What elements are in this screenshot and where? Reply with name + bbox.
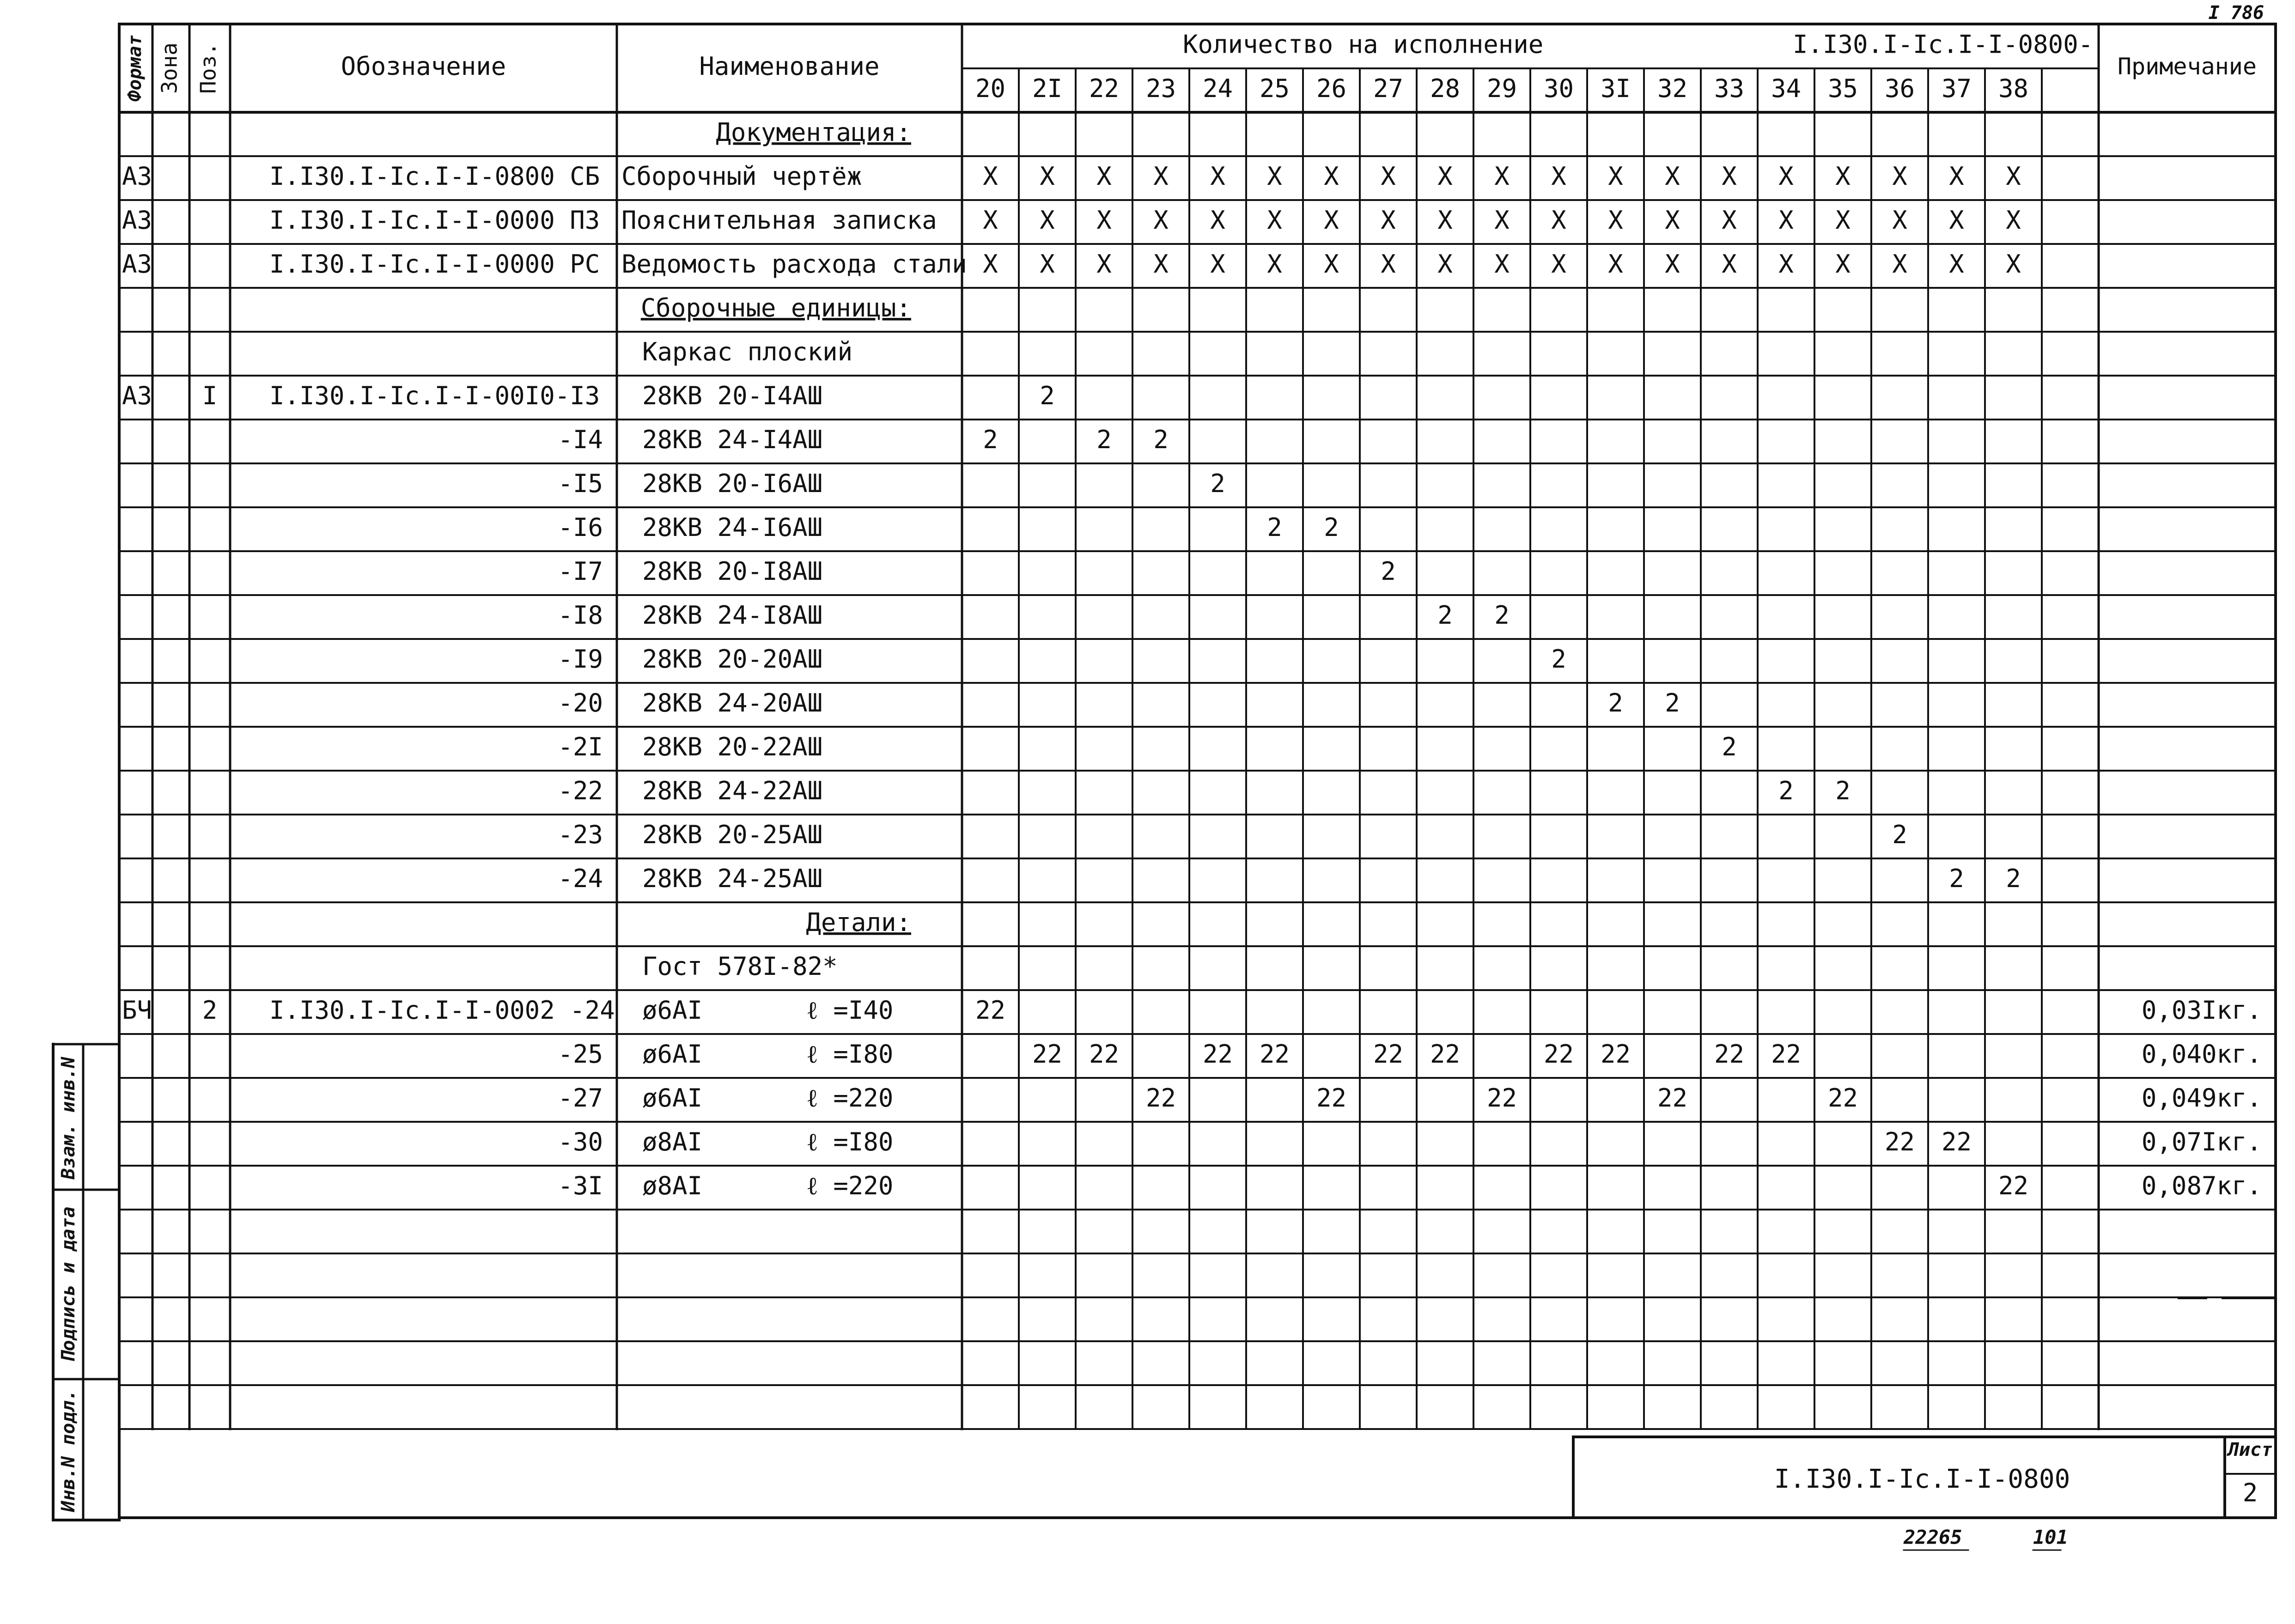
row-length: ℓ =220 (806, 1171, 894, 1201)
variant-number: 22 (1089, 74, 1120, 103)
row-name: 28КВ 24-25АШ (642, 864, 823, 894)
quantity-value: X (1722, 162, 1737, 191)
stamp-inv-orig: Инв.N подл. (58, 1389, 79, 1512)
quantity-value: 22 (975, 996, 1006, 1025)
quantity-value: X (1437, 249, 1453, 279)
quantity-value: X (1778, 162, 1794, 191)
quantity-value: 2 (1835, 776, 1851, 806)
row-name: 28КВ 24-22АШ (642, 776, 823, 806)
row-designation: -20 (558, 688, 603, 718)
footer-code: 22265 (1904, 1526, 1962, 1549)
row-format: А3 (122, 249, 152, 279)
quantity-value: 22 (1884, 1127, 1915, 1157)
row-name: 28КВ 24-I4АШ (642, 425, 823, 455)
quantity-value: X (1040, 162, 1055, 191)
quantity-value: X (1722, 206, 1737, 235)
quantity-value: 22 (1430, 1040, 1461, 1069)
header-note: Примечание (2117, 53, 2257, 80)
quantity-value: X (1096, 249, 1112, 279)
variant-number: 38 (1998, 74, 2029, 103)
row-name: Пояснительная записка (621, 206, 937, 235)
row-note: 0,049кг. (2141, 1083, 2262, 1113)
quantity-value: 22 (1941, 1127, 1972, 1157)
quantity-value: X (1665, 249, 1680, 279)
row-note: 0,03Iкг. (2141, 996, 2262, 1025)
quantity-value: X (1949, 249, 1964, 279)
row-designation: -27 (558, 1083, 603, 1113)
quantity-value: X (1267, 162, 1282, 191)
stamp-replaces-inv: Взам. инв.N (58, 1057, 79, 1180)
row-name: 28КВ 20-20АШ (642, 645, 823, 674)
variant-number: 24 (1202, 74, 1233, 103)
row-length: ℓ =I80 (806, 1127, 894, 1157)
variant-number: 3I (1600, 74, 1631, 103)
quantity-value: X (1381, 249, 1396, 279)
row-note: 0,07Iкг. (2141, 1127, 2262, 1157)
header-designation: Обозначение (341, 52, 506, 81)
quantity-value: X (1040, 206, 1055, 235)
row-note: 0,087кг. (2141, 1171, 2262, 1201)
row-name: Сборочный чертёж (621, 162, 862, 191)
variant-number: 23 (1145, 74, 1176, 103)
row-name: ø6АI (642, 1083, 703, 1113)
quantity-value: 22 (1771, 1040, 1802, 1069)
row-designation: -I8 (558, 601, 603, 630)
row-designation: -I5 (558, 469, 603, 499)
title-doc-number: I.I30.I-Ic.I-I-0800 (1774, 1464, 2070, 1495)
row-designation: -23 (558, 820, 603, 850)
row-name: 28КВ 24-I6АШ (642, 513, 823, 542)
footer-page: 101 (2033, 1526, 2068, 1549)
header-quantity-title: Количество на исполнение (1183, 30, 1544, 59)
quantity-value: X (1096, 162, 1112, 191)
quantity-value: 2 (1665, 688, 1680, 718)
quantity-value: X (1040, 249, 1055, 279)
row-name: 28КВ 20-I8АШ (642, 557, 823, 586)
row-designation: -I9 (558, 645, 603, 674)
quantity-value: 2 (1040, 381, 1055, 411)
variant-number: 29 (1486, 74, 1517, 103)
row-designation: -2I (558, 732, 603, 762)
header-format: Формат (124, 35, 146, 102)
variant-number: 27 (1373, 74, 1404, 103)
header-zone: Зона (157, 43, 182, 94)
quantity-value: 2 (1949, 864, 1964, 894)
quantity-value: X (2006, 162, 2021, 191)
row-name: 28КВ 20-I6АШ (642, 469, 823, 499)
title-sheet-number: 2 (2242, 1478, 2258, 1508)
quantity-value: 22 (1486, 1083, 1517, 1113)
row-name: 28КВ 24-I8АШ (642, 601, 823, 630)
quantity-value: 22 (1373, 1040, 1404, 1069)
variant-number: 20 (975, 74, 1006, 103)
quantity-value: X (2006, 249, 2021, 279)
corner-mark: I 786 (2208, 2, 2264, 24)
quantity-value: 2 (1267, 513, 1282, 542)
quantity-value: 22 (1998, 1171, 2029, 1201)
variant-number: 37 (1941, 74, 1972, 103)
quantity-value: X (2006, 206, 2021, 235)
quantity-value: X (1210, 249, 1225, 279)
quantity-value: X (983, 206, 998, 235)
variant-number: 25 (1259, 74, 1290, 103)
quantity-value: X (1267, 206, 1282, 235)
quantity-value: X (1778, 206, 1794, 235)
quantity-value: X (1949, 162, 1964, 191)
variant-number: 30 (1543, 74, 1574, 103)
variant-number: 36 (1884, 74, 1915, 103)
variant-number: 2I (1032, 74, 1063, 103)
quantity-value: X (1835, 206, 1851, 235)
quantity-value: 22 (1827, 1083, 1858, 1113)
header-doc-prefix: I.I30.I-Ic.I-I-0800- (1793, 30, 2094, 59)
quantity-value: X (1892, 206, 1907, 235)
row-name: Каркас плоский (642, 337, 853, 367)
section-title: Сборочные единицы: (640, 293, 911, 323)
quantity-value: 22 (1202, 1040, 1233, 1069)
row-name: ø6АI (642, 996, 703, 1025)
quantity-value: X (1551, 206, 1566, 235)
quantity-value: X (1608, 206, 1623, 235)
quantity-value: 2 (1494, 601, 1510, 630)
variant-number: 33 (1714, 74, 1745, 103)
title-sheet-label: Лист (2228, 1439, 2273, 1460)
variant-number: 32 (1657, 74, 1688, 103)
quantity-value: X (1267, 249, 1282, 279)
variant-number: 28 (1430, 74, 1461, 103)
quantity-value: X (1494, 162, 1510, 191)
quantity-value: X (1153, 206, 1169, 235)
row-designation: -I4 (558, 425, 603, 455)
variant-number: 26 (1316, 74, 1347, 103)
stamp-signature-date: Подпись и дата (58, 1206, 79, 1362)
quantity-value: X (1381, 162, 1396, 191)
row-name: 28КВ 20-22АШ (642, 732, 823, 762)
quantity-value: 2 (1551, 645, 1566, 674)
row-length: ℓ =I40 (806, 996, 894, 1025)
row-designation: -24 (558, 864, 603, 894)
quantity-value: 2 (1324, 513, 1339, 542)
row-length: ℓ =220 (806, 1083, 894, 1113)
header-name: Наименование (699, 52, 880, 81)
row-designation: -22 (558, 776, 603, 806)
quantity-value: 22 (1714, 1040, 1745, 1069)
quantity-value: X (1324, 249, 1339, 279)
quantity-value: 22 (1543, 1040, 1574, 1069)
quantity-value: 22 (1032, 1040, 1063, 1069)
row-format: А3 (122, 381, 152, 411)
row-name: 28КВ 24-20АШ (642, 688, 823, 718)
quantity-value: 2 (1722, 732, 1737, 762)
quantity-value: X (1835, 162, 1851, 191)
quantity-value: X (1153, 249, 1169, 279)
row-name: ø8АI (642, 1171, 703, 1201)
table-text (58, 2, 2272, 1549)
row-designation: I.I30.I-Ic.I-I-0800 СБ (269, 162, 600, 191)
row-designation: -30 (558, 1127, 603, 1157)
quantity-value: X (1210, 162, 1225, 191)
quantity-value: X (1778, 249, 1794, 279)
row-note: 0,040кг. (2141, 1040, 2262, 1069)
variant-number: 34 (1771, 74, 1802, 103)
row-format: А3 (122, 162, 152, 191)
row-pos: I (202, 381, 218, 411)
quantity-value: 22 (1316, 1083, 1347, 1113)
row-designation: -I6 (558, 513, 603, 542)
row-name: Гост 578I-82* (642, 952, 838, 981)
quantity-value: X (1949, 206, 1964, 235)
quantity-value: 2 (1608, 688, 1623, 718)
quantity-value: X (1210, 206, 1225, 235)
row-name: 28КВ 20-I4АШ (642, 381, 823, 411)
row-designation: -I7 (558, 557, 603, 586)
quantity-value: 22 (1089, 1040, 1120, 1069)
quantity-value: 22 (1259, 1040, 1290, 1069)
quantity-value: 2 (1153, 425, 1169, 455)
quantity-value: X (1324, 206, 1339, 235)
quantity-value: X (1892, 162, 1907, 191)
row-designation: I.I30.I-Ic.I-I-0002 -24 (269, 996, 615, 1025)
variant-number: 35 (1827, 74, 1858, 103)
quantity-value: 2 (1210, 469, 1225, 499)
quantity-value: X (983, 249, 998, 279)
quantity-value: X (1551, 162, 1566, 191)
row-designation: -25 (558, 1040, 603, 1069)
row-name: ø6АI (642, 1040, 703, 1069)
row-name: Ведомость расхода стали (621, 249, 967, 279)
quantity-value: 2 (1437, 601, 1453, 630)
quantity-value: X (1096, 206, 1112, 235)
row-designation: I.I30.I-Ic.I-I-00I0-I3 (269, 381, 600, 411)
quantity-value: X (1835, 249, 1851, 279)
quantity-value: X (1722, 249, 1737, 279)
row-name: ø8АI (642, 1127, 703, 1157)
quantity-value: X (983, 162, 998, 191)
quantity-value: X (1381, 206, 1396, 235)
quantity-value: X (1892, 249, 1907, 279)
quantity-value: 22 (1657, 1083, 1688, 1113)
row-designation: -3I (558, 1171, 603, 1201)
quantity-value: 22 (1145, 1083, 1176, 1113)
quantity-value: X (1153, 162, 1169, 191)
quantity-value: X (1494, 249, 1510, 279)
row-format: А3 (122, 206, 152, 235)
row-format: БЧ (122, 996, 152, 1025)
quantity-value: X (1494, 206, 1510, 235)
quantity-value: X (1437, 206, 1453, 235)
row-designation: I.I30.I-Ic.I-I-0000 ПЗ (269, 206, 600, 235)
row-designation: I.I30.I-Ic.I-I-0000 РС (269, 249, 600, 279)
quantity-value: 2 (983, 425, 998, 455)
quantity-value: 2 (1892, 820, 1907, 850)
row-name: 28КВ 20-25АШ (642, 820, 823, 850)
quantity-value: 2 (1778, 776, 1794, 806)
row-length: ℓ =I80 (806, 1040, 894, 1069)
quantity-value: X (1551, 249, 1566, 279)
quantity-value: X (1665, 206, 1680, 235)
quantity-value: 22 (1600, 1040, 1631, 1069)
quantity-value: X (1437, 162, 1453, 191)
header-pos: Поз. (195, 43, 221, 94)
quantity-value: X (1608, 249, 1623, 279)
quantity-value: X (1324, 162, 1339, 191)
quantity-value: 2 (1096, 425, 1112, 455)
section-title: Детали: (806, 908, 911, 937)
row-pos: 2 (202, 996, 218, 1025)
quantity-value: 2 (2006, 864, 2021, 894)
quantity-value: X (1608, 162, 1623, 191)
section-title: Документация: (716, 118, 911, 147)
quantity-value: X (1665, 162, 1680, 191)
quantity-value: 2 (1381, 557, 1396, 586)
